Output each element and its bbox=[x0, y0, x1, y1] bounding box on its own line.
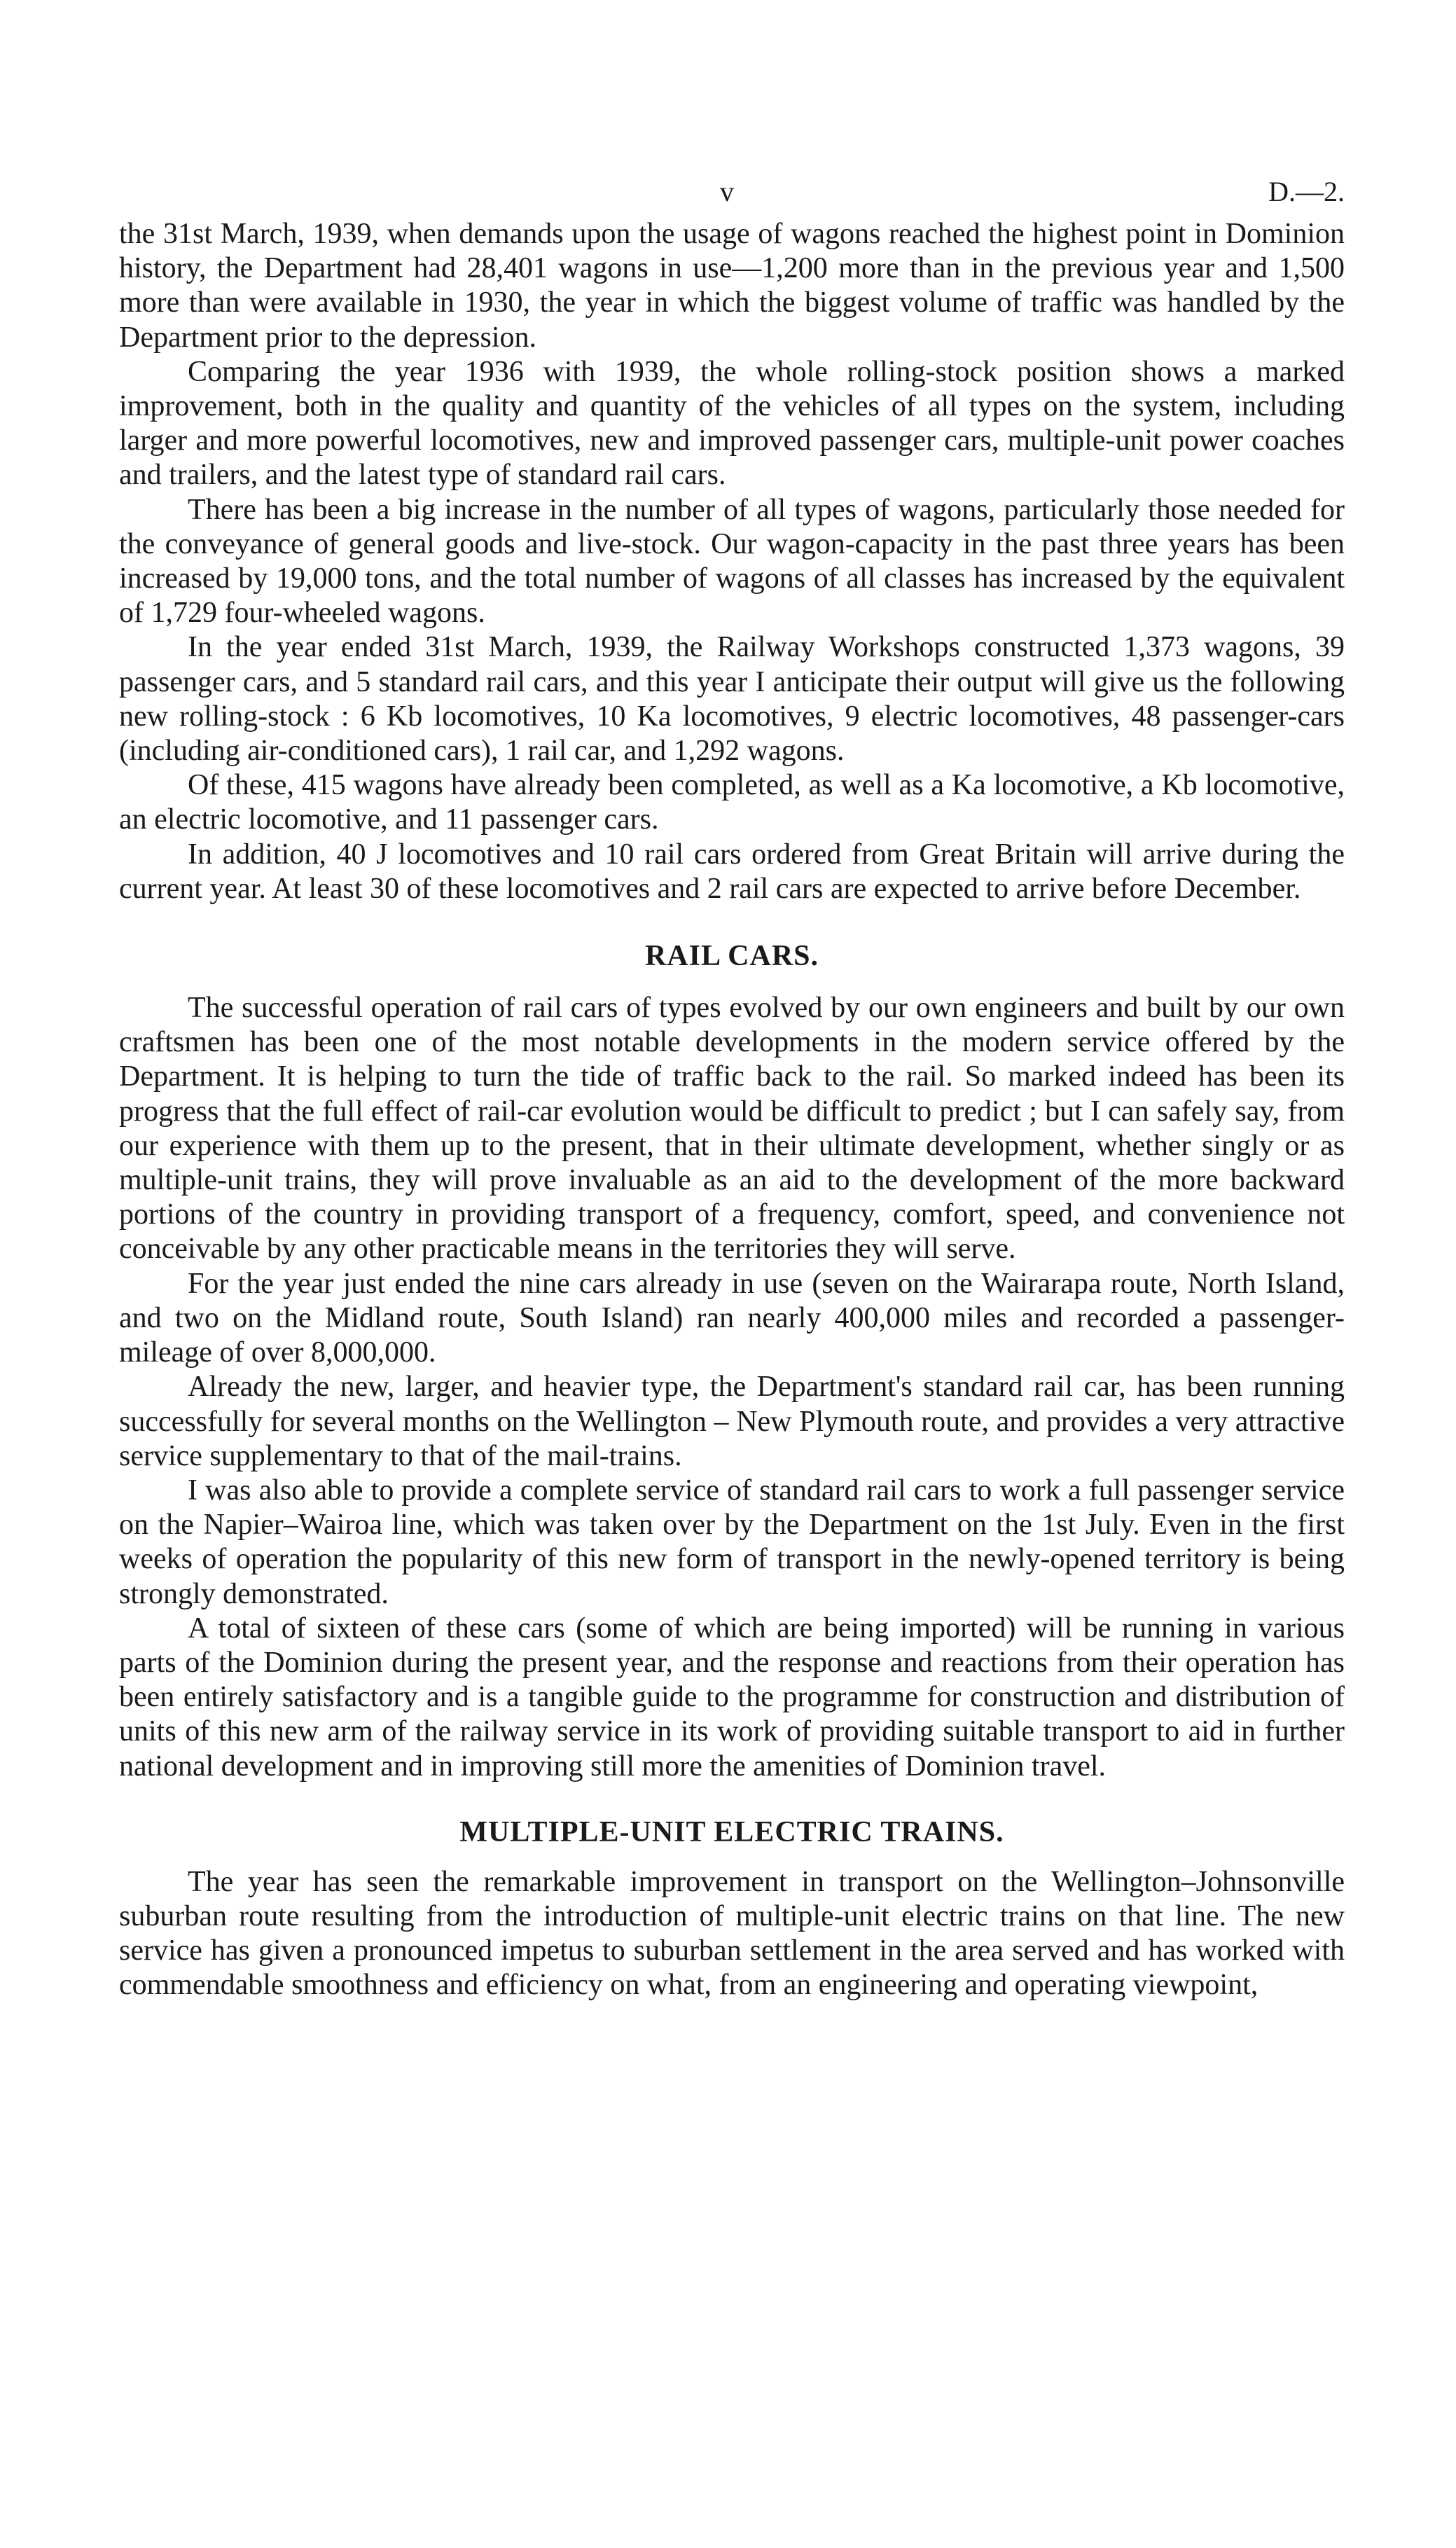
paragraph-rolling-stock: Comparing the year 1936 with 1939, the whole rolling-stock position shows a marked improvement, both in the quality and quantity of the vehicles of all types on the system, including larger and more powerful locomotives, new and improved passenger cars, multiple-unit power coaches and trailers, and the latest type of standard rail cars. bbox=[119, 355, 1345, 492]
paragraph-completed: Of these, 415 wagons have already been completed, as well as a Ka locomotive, a Kb locomotive, an electric locomotive, and 11 passenger cars. bbox=[119, 769, 1345, 836]
paragraph-imports: In addition, 40 J locomotives and 10 rail cars ordered from Great Britain will arrive during the current year. At least 30 of these locomotives and 2 rail cars are expected to arrive before December. bbox=[119, 838, 1345, 905]
heading-rail-cars: RAIL CARS. bbox=[644, 940, 819, 973]
paragraph-electric-1: The year has seen the remarkable improvement in transport on the Wellington–Johnsonville suburban route resulting from the introduction of multiple-unit electric trains on that line. The new service has given a pronounced impetus to suburban settlement in the area served and has worked with commendable smoothness and efficiency on what, from an engineering and operating viewpoint, bbox=[119, 1865, 1345, 2002]
paragraph-rail-cars-1: The successful operation of rail cars of types evolved by our own engineers and built by our own craftsmen has been one of the most notable developments in the modern service offered by the Department. It is helping to turn the tide of traffic back to the rail. So marked indeed has been its progress that the full effect of rail-car evolution would be difficult to predict ; but I can safely say, from our experience with them up to the present, that in their ultimate development, whether singly or as multiple-unit trains, they will prove invaluable as an aid to the development of the more backward portions of the country in providing transport of a frequency, comfort, speed, and convenience not conceivable by any other practicable means in the territories they will serve. bbox=[119, 992, 1345, 1266]
document-page bbox=[119, 175, 1345, 2003]
section-rail-cars bbox=[119, 991, 1345, 1784]
document-reference: D.—2. bbox=[1268, 176, 1345, 207]
paragraph-continued: the 31st March, 1939, when demands upon the usage of wagons reached the highest point in Dominion history, the Department had 28,401 wagons in use—1,200 more than in the previous year and 1,500 more than were available in 1930, the year in which the biggest volume of traffic was handled by the Department prior to the depression. bbox=[119, 218, 1345, 354]
paragraph-rail-cars-2: For the year just ended the nine cars already in use (seven on the Wairarapa route, North Island, and two on the Midland route, South Island) ran nearly 400,000 miles and recorded a passenger-mileage of over 8,000,000. bbox=[119, 1267, 1345, 1369]
paragraph-rail-cars-4: I was also able to provide a complete service of standard rail cars to work a full passenger service on the Napier–Wairoa line, which was taken over by the Department on the 1st July. Even in the first weeks of operation the popularity of this new form of transport in the newly-opened territory is being strongly demonstrated. bbox=[119, 1474, 1345, 1610]
page-number: v bbox=[720, 176, 734, 207]
intro-text bbox=[119, 217, 1345, 906]
section-electric-trains bbox=[119, 1865, 1345, 2003]
heading-electric-trains: MULTIPLE-UNIT ELECTRIC TRAINS. bbox=[459, 1815, 1004, 1848]
paragraph-wagons: There has been a big increase in the number of all types of wagons, particularly those needed for the conveyance of general goods and live-stock. Our wagon-capacity in the past three years has been increased by 19,000 tons, and the total number of wagons of all classes has increased by the equivalent of 1,729 four-wheeled wagons. bbox=[119, 493, 1345, 630]
paragraph-rail-cars-5: A total of sixteen of these cars (some of which are being imported) will be running in various parts of the Dominion during the present year, and the response and reactions from their operation has been entirely satisfactory and is a tangible guide to the programme for construction and distribution of units of this new arm of the railway service in its work of providing suitable transport to aid in further national development and in improving still more the amenities of Dominion travel. bbox=[119, 1612, 1345, 1782]
paragraph-workshops: In the year ended 31st March, 1939, the Railway Workshops constructed 1,373 wagons, 39 passenger cars, and 5 standard rail cars, and this year I anticipate their output will give us the following new rolling-stock : 6 Kb locomotives, 10 Ka locomotives, 9 electric locomotives, 48 passenger-cars (including air-conditioned cars), 1 rail car, and 1,292 wagons. bbox=[119, 631, 1345, 768]
running-header bbox=[119, 175, 1345, 217]
paragraph-rail-cars-3: Already the new, larger, and heavier type, the Department's standard rail car, has been running successfully for several months on the Wellington – New Plymouth route, and provides a very attractive service supplementary to that of the mail-trains. bbox=[119, 1371, 1345, 1472]
